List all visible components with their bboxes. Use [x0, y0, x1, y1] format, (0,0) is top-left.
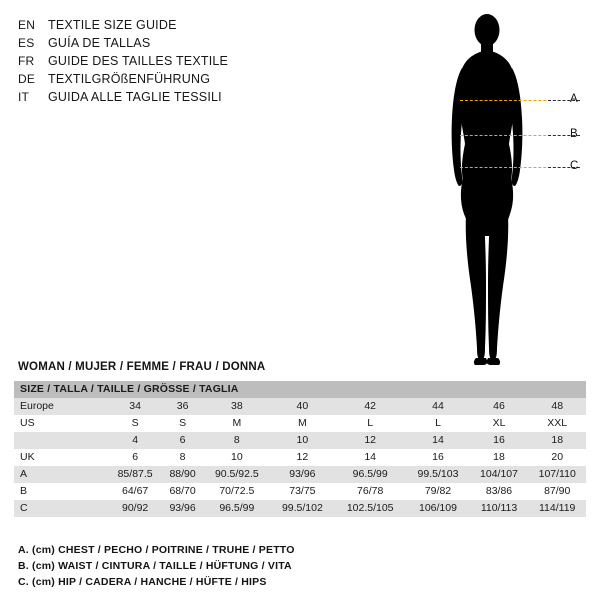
- table-cell: XL: [470, 415, 529, 432]
- table-cell: 18: [470, 449, 529, 466]
- table-cell: 10: [203, 449, 271, 466]
- table-cell: 79/82: [406, 483, 469, 500]
- measure-line-hip: [460, 167, 556, 168]
- language-row: [18, 88, 348, 106]
- table-cell: 6: [162, 432, 203, 449]
- table-row: [14, 398, 586, 415]
- table-cell: 48: [528, 398, 586, 415]
- language-title: TEXTILE SIZE GUIDE: [48, 18, 177, 32]
- language-code: ES: [18, 36, 35, 50]
- table-cell: 36: [162, 398, 203, 415]
- table-cell: 10: [271, 432, 334, 449]
- language-code: IT: [18, 90, 30, 104]
- table-cell: 20: [528, 449, 586, 466]
- row-label: US: [14, 415, 108, 432]
- table-cell: 16: [406, 449, 469, 466]
- table-cell: 96.5/99: [203, 500, 271, 517]
- measure-line-chest: [460, 100, 556, 101]
- row-label: UK: [14, 449, 108, 466]
- body-silhouette-figure: [440, 8, 590, 376]
- table-header-label: SIZE / TALLA / TAILLE / GRÖSSE / TAGLIA: [14, 381, 586, 398]
- table-cell: 99.5/103: [406, 466, 469, 483]
- table-cell: 99.5/102: [271, 500, 334, 517]
- table-cell: 87/90: [528, 483, 586, 500]
- table-cell: 90.5/92.5: [203, 466, 271, 483]
- table-cell: M: [271, 415, 334, 432]
- legend-row-chest: A. (cm) CHEST / PECHO / POITRINE / TRUHE / PETTO: [18, 544, 295, 556]
- table-cell: 73/75: [271, 483, 334, 500]
- measurement-legend: [18, 542, 578, 590]
- table-cell: 14: [334, 449, 406, 466]
- language-row: [18, 34, 348, 52]
- table-cell: XXL: [528, 415, 586, 432]
- language-code: FR: [18, 54, 35, 68]
- table-cell: 8: [162, 449, 203, 466]
- table-cell: 40: [271, 398, 334, 415]
- table-cell: 44: [406, 398, 469, 415]
- table-cell: 114/119: [528, 500, 586, 517]
- table-cell: 42: [334, 398, 406, 415]
- language-code: DE: [18, 72, 36, 86]
- table-cell: S: [108, 415, 162, 432]
- table-cell: 4: [108, 432, 162, 449]
- table-cell: 106/109: [406, 500, 469, 517]
- table-header-row: [14, 381, 586, 398]
- table-cell: 85/87.5: [108, 466, 162, 483]
- table-cell: L: [334, 415, 406, 432]
- language-title: GUIDA ALLE TAGLIE TESSILI: [48, 90, 222, 104]
- row-label: Europe: [14, 398, 108, 415]
- table-cell: 14: [406, 432, 469, 449]
- language-title: GUIDE DES TAILLES TEXTILE: [48, 54, 229, 68]
- measure-label-b: B: [570, 128, 578, 140]
- language-row: [18, 16, 348, 34]
- table-cell: S: [162, 415, 203, 432]
- language-code: EN: [18, 18, 36, 32]
- table-cell: 76/78: [334, 483, 406, 500]
- table-cell: 110/113: [470, 500, 529, 517]
- table-cell: M: [203, 415, 271, 432]
- language-row: [18, 70, 348, 88]
- row-label: B: [14, 483, 108, 500]
- table-cell: 102.5/105: [334, 500, 406, 517]
- table-cell: 68/70: [162, 483, 203, 500]
- table-cell: 64/67: [108, 483, 162, 500]
- language-title: GUÍA DE TALLAS: [48, 36, 151, 50]
- legend-row-hip: C. (cm) HIP / CADERA / HANCHE / HÜFTE / HIPS: [18, 576, 267, 588]
- table-cell: 38: [203, 398, 271, 415]
- row-label: C: [14, 500, 108, 517]
- table-row: [14, 449, 586, 466]
- table-cell: 70/72.5: [203, 483, 271, 500]
- table-row: [14, 500, 586, 517]
- table-cell: 90/92: [108, 500, 162, 517]
- table-cell: 34: [108, 398, 162, 415]
- measure-line-waist: [460, 135, 556, 136]
- table-cell: 107/110: [528, 466, 586, 483]
- table-cell: 83/86: [470, 483, 529, 500]
- table-cell: 6: [108, 449, 162, 466]
- table-cell: 96.5/99: [334, 466, 406, 483]
- language-header-list: [18, 16, 348, 106]
- measure-label-c: C: [570, 160, 579, 172]
- row-label: [14, 432, 108, 449]
- table-row: [14, 483, 586, 500]
- table-row: [14, 415, 586, 432]
- table-cell: 16: [470, 432, 529, 449]
- table-cell: 93/96: [271, 466, 334, 483]
- size-table: [14, 381, 586, 517]
- table-row: [14, 466, 586, 483]
- table-row: [14, 432, 586, 449]
- section-title: WOMAN / MUJER / FEMME / FRAU / DONNA: [18, 361, 266, 373]
- table-cell: 88/90: [162, 466, 203, 483]
- table-cell: 12: [334, 432, 406, 449]
- table-cell: 12: [271, 449, 334, 466]
- language-title: TEXTILGRÖßENFÜHRUNG: [48, 72, 211, 86]
- table-cell: 93/96: [162, 500, 203, 517]
- measure-label-a: A: [570, 93, 578, 105]
- table-cell: 18: [528, 432, 586, 449]
- table-cell: 46: [470, 398, 529, 415]
- table-cell: L: [406, 415, 469, 432]
- language-row: [18, 52, 348, 70]
- female-silhouette-icon: [440, 8, 590, 376]
- row-label: A: [14, 466, 108, 483]
- table-cell: 104/107: [470, 466, 529, 483]
- table-cell: 8: [203, 432, 271, 449]
- legend-row-waist: B. (cm) WAIST / CINTURA / TAILLE / HÜFTUNG / VITA: [18, 560, 292, 572]
